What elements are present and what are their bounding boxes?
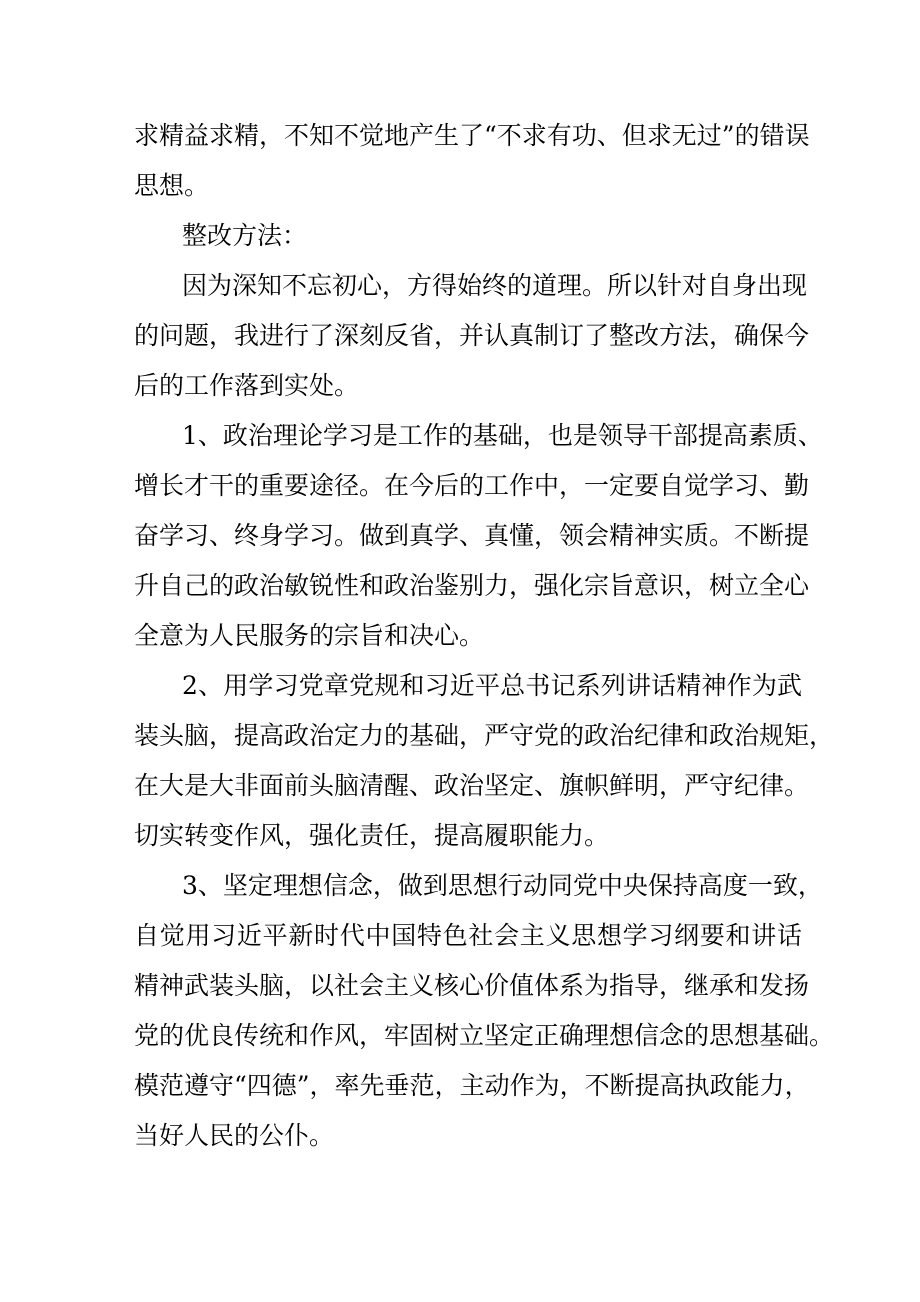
text-line: 自觉用习近平新时代中国特色社会主义思想学习纲要和讲话 [134, 921, 802, 950]
text-line: 在大是大非面前头脑清醒、政治坚定、旗帜鲜明，严守纪律。 [134, 771, 810, 800]
text-line: 装头脑，提高政治定力的基础，严守党的政治纪律和政治规矩， [134, 721, 835, 750]
text-line: 全意为人民服务的宗旨和决心。 [134, 621, 485, 650]
text-line: 后的工作落到实处。 [134, 371, 360, 400]
list-item-3-line: 3、坚定理想信念，做到思想行动同党中央保持高度一致， [182, 871, 823, 900]
text-line: 求精益求精，不知不觉地产生了“不求有功、但求无过”的错误 [134, 121, 810, 150]
text-line: 当好人民的公仆。 [134, 1121, 335, 1150]
text-line: 思想。 [134, 171, 210, 200]
text-line: 模范遵守“四德”，率先垂范，主动作为，不断提高执政能力， [134, 1071, 810, 1100]
text-line: 党的优良传统和作风，牢固树立坚定正确理想信念的思想基础。 [134, 1021, 835, 1050]
text-line: 升自己的政治敏锐性和政治鉴别力，强化宗旨意识，树立全心 [134, 571, 810, 600]
text-line: 奋学习、终身学习。做到真学、真懂，领会精神实质。不断提 [134, 521, 810, 550]
text-line: 的问题，我进行了深刻反省，并认真制订了整改方法，确保今 [134, 321, 810, 350]
text-line: 增长才干的重要途径。在今后的工作中，一定要自觉学习、勤 [134, 471, 810, 500]
section-heading: 整改方法： [182, 221, 308, 250]
list-item-2-line: 2、用学习党章党规和习近平总书记系列讲话精神作为武 [182, 671, 802, 700]
text-line: 精神武装头脑，以社会主义核心价值体系为指导，继承和发扬 [134, 971, 810, 1000]
text-line: 切实转变作风，强化责任，提高履职能力。 [134, 821, 610, 850]
text-line: 因为深知不忘初心，方得始终的道理。所以针对自身出现 [182, 271, 808, 300]
list-item-1-line: 1、政治理论学习是工作的基础，也是领导干部提高素质、 [182, 421, 823, 450]
